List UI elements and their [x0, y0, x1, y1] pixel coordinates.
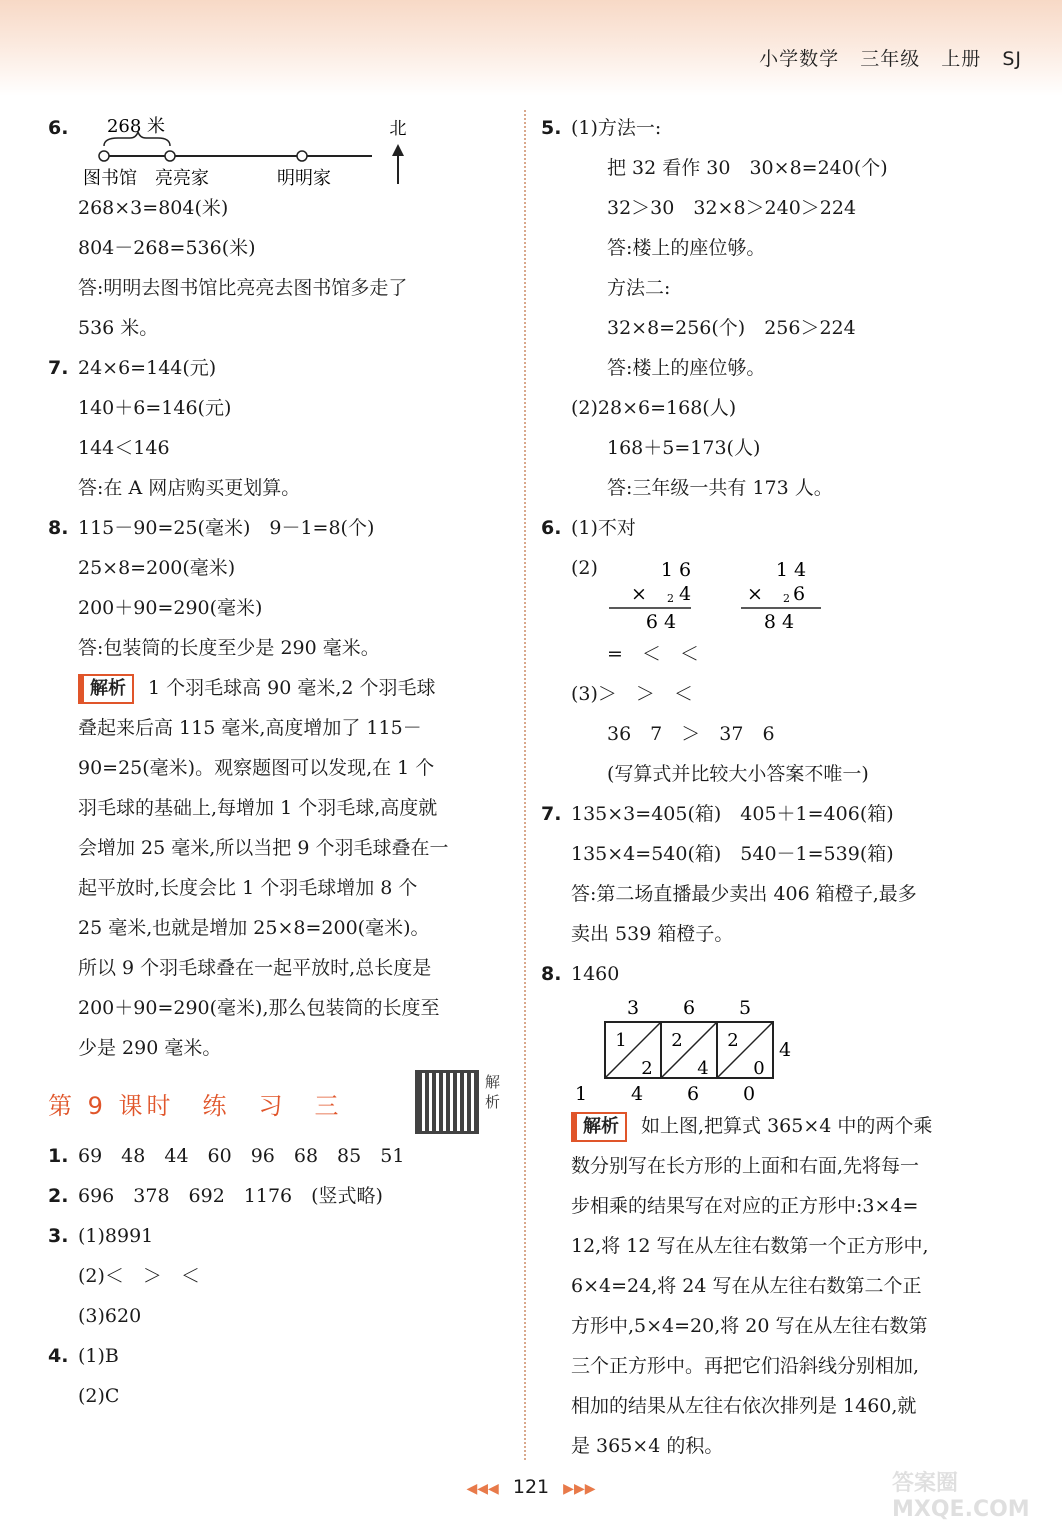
q6-line: 答:明明去图书馆比亮亮去图书馆多走了: [78, 277, 408, 299]
question-number: 1.: [48, 1145, 69, 1167]
calc2-result: 8 4: [763, 611, 795, 633]
q7-line: 7. 135×3=405(箱) 405＋1=406(箱): [541, 794, 1011, 834]
analysis-line: 解析 1 个羽毛球高 90 毫米,2 个羽毛球: [48, 668, 510, 708]
analysis-line: 是 365×4 的积。: [571, 1435, 724, 1457]
q6-part2-label: (2): [571, 557, 598, 579]
exercise-line: 4. (1)B: [48, 1336, 510, 1376]
exercise-line: (2)＜ ＞ ＜: [78, 1265, 200, 1287]
analysis-line: 6×4=24,将 24 写在从左往右数第二个正: [571, 1275, 922, 1297]
question-number: 7.: [48, 357, 69, 379]
vertical-calc-block: [541, 548, 1011, 634]
q6-line: 536 米。: [78, 317, 159, 339]
question-number: 4.: [48, 1345, 69, 1367]
question-number: 8.: [48, 517, 69, 539]
grid-cell-ones: 2: [641, 1058, 653, 1079]
grid-cell-tens: 1: [615, 1030, 627, 1051]
analysis-tag: 解析: [571, 1112, 627, 1142]
question-number: 2.: [48, 1185, 69, 1207]
grid-top-digit: 6: [682, 997, 696, 1019]
liangliang-label: 亮亮家: [155, 168, 209, 188]
north-arrowhead-icon: [392, 144, 404, 156]
q8-line: 8. 1460: [541, 954, 1011, 994]
analysis-tag: 解析: [78, 674, 134, 704]
page-number: 121: [512, 1476, 550, 1498]
grid-bottom-digit: 4: [630, 1083, 644, 1105]
header-volume: 上册: [941, 48, 982, 70]
analysis-line: 12,将 12 写在从左往右数第一个正方形中,: [571, 1235, 929, 1257]
q8-line: 答:包装筒的长度至少是 290 毫米。: [78, 637, 380, 659]
q7-line: 144＜146: [78, 437, 170, 459]
analysis-line: 三个正方形中。再把它们沿斜线分别相加,: [571, 1355, 920, 1377]
q6-line: (写算式并比较大小答案不唯一): [607, 763, 869, 785]
q8-line: 8. 115－90=25(毫米) 9－1=8(个): [48, 508, 510, 548]
question-number: 8.: [541, 963, 562, 985]
calc1-multiply-sign: ×: [631, 583, 647, 605]
right-column: [541, 108, 1011, 1466]
liangliang-home-point: [165, 151, 175, 161]
calc1-bottom: 4: [679, 583, 692, 605]
analysis-line: 90=25(毫米)。观察题图可以发现,在 1 个: [78, 757, 435, 779]
lesson-title: 第 9 课时 练 习 三: [48, 1092, 343, 1120]
q6-line: 268×3=804(米): [78, 197, 229, 219]
q6-line: 36 7 ＞ 37 6: [607, 723, 775, 745]
analysis-line: 数分别写在长方形的上面和右面,先将每一: [571, 1155, 920, 1177]
header-subject: 小学数学: [759, 48, 840, 70]
exercise-line: 3. (1)8991: [48, 1216, 510, 1256]
analysis-line: 相加的结果从左往右依次排列是 1460,就: [571, 1395, 917, 1417]
q7-line: 答:在 A 网店购买更划算。: [78, 477, 301, 499]
q6-line: 6. (1)不对: [541, 508, 1011, 548]
q5-line: 168＋5=173(人): [607, 437, 761, 459]
grid-cell-tens: 2: [671, 1030, 683, 1051]
q6-diagram-block: [48, 108, 510, 188]
question-number: 6.: [541, 517, 562, 539]
calc1-result: 6 4: [645, 611, 677, 633]
q5-line: 方法二:: [607, 277, 671, 299]
calc2-carry: 2: [783, 592, 790, 605]
left-arrows-icon: ◀◀◀: [466, 1481, 499, 1497]
q5-line: 把 32 看作 30 30×8=240(个): [607, 157, 888, 179]
q7-line: 答:第二场直播最少卖出 406 箱橙子,最多: [571, 883, 917, 905]
qr-code-icon[interactable]: [415, 1070, 479, 1134]
q8-line: 200＋90=290(毫米): [78, 597, 263, 619]
right-arrows-icon: ▶▶▶: [563, 1481, 596, 1497]
analysis-line: 羽毛球的基础上,每增加 1 个羽毛球,高度就: [78, 797, 438, 819]
qr-label: 解析: [485, 1073, 501, 1111]
q7-line: 卖出 539 箱橙子。: [571, 923, 734, 945]
lattice-multiplication-grid: [571, 994, 831, 1106]
calc2-bottom: 6: [793, 583, 806, 605]
grid-top-digit: 3: [626, 997, 640, 1019]
mingming-label: 明明家: [277, 168, 331, 188]
analysis-line: 叠起来后高 115 毫米,高度增加了 115－: [78, 717, 422, 739]
analysis-line: 解析 如上图,把算式 365×4 中的两个乘: [541, 1106, 1011, 1146]
exercise-line: 1. 69 48 44 60 96 68 85 51: [48, 1136, 510, 1176]
analysis-line: 起平放时,长度会比 1 个羽毛球增加 8 个: [78, 877, 418, 899]
question-number: 3.: [48, 1225, 69, 1247]
analysis-line: 方形中,5×4=20,将 20 写在从左往右数第: [571, 1315, 928, 1337]
calc1-top: 1 6: [660, 559, 692, 581]
question-number: 6.: [48, 117, 69, 139]
grid-cell-tens: 2: [727, 1030, 739, 1051]
grid-cell-ones: 4: [697, 1058, 709, 1079]
q7-line: 135×4=540(箱) 540－1=539(箱): [571, 843, 894, 865]
q5-line: 5. (1)方法一:: [541, 108, 1011, 148]
analysis-line: 少是 290 毫米。: [78, 1037, 222, 1059]
watermark: 答案圈 MXQE.COM: [892, 1471, 1030, 1522]
left-column: [48, 108, 510, 1416]
grid-bottom-digit: 0: [742, 1083, 756, 1105]
lesson-heading: [48, 1073, 510, 1136]
header-edition: SJ: [1002, 48, 1022, 70]
lattice-block: [541, 994, 1011, 1106]
calc2-multiply-sign: ×: [747, 583, 763, 605]
library-label: 图书馆: [83, 168, 137, 188]
column-divider: [524, 110, 526, 1460]
q6-line: 804－268=536(米): [78, 237, 256, 259]
q6-line: = ＜ ＜: [607, 643, 699, 665]
exercise-line: 2. 696 378 692 1176 (竖式略): [48, 1176, 510, 1216]
grid-right-digit: 4: [778, 1039, 792, 1061]
analysis-line: 所以 9 个羽毛球叠在一起平放时,总长度是: [78, 957, 432, 979]
q8-line: 25×8=200(毫米): [78, 557, 236, 579]
q5-line: 32×8=256(个) 256＞224: [607, 317, 856, 339]
page-header: [745, 44, 1022, 71]
grid-bottom-digit: 1: [574, 1083, 588, 1105]
q5-line: 答:楼上的座位够。: [607, 357, 766, 379]
calc1-carry: 2: [667, 592, 674, 605]
mingming-home-point: [297, 151, 307, 161]
q7-line: 7. 24×6=144(元): [48, 348, 510, 388]
q7-line: 140＋6=146(元): [78, 397, 232, 419]
exercise-line: (3)620: [78, 1305, 142, 1327]
distance-label: 268 米: [106, 116, 166, 137]
question-number: 7.: [541, 803, 562, 825]
q6-line: (3)＞ ＞ ＜: [571, 683, 693, 705]
header-grade: 三年级: [860, 48, 921, 70]
q5-line: (2)28×6=168(人): [571, 397, 737, 419]
analysis-line: 步相乘的结果写在对应的正方形中:3×4=: [571, 1195, 919, 1217]
analysis-line: 会增加 25 毫米,所以当把 9 个羽毛球叠在一: [78, 837, 449, 859]
calc2-top: 1 4: [775, 559, 807, 581]
library-point: [99, 151, 109, 161]
grid-bottom-digit: 6: [686, 1083, 700, 1105]
q5-line: 答:楼上的座位够。: [607, 237, 766, 259]
q5-line: 答:三年级一共有 173 人。: [607, 477, 833, 499]
route-diagram: [78, 108, 458, 188]
vertical-calculations: [601, 548, 901, 634]
q5-line: 32＞30 32×8＞240＞224: [607, 197, 857, 219]
exercise-line: (2)C: [78, 1385, 120, 1407]
question-number: 5.: [541, 117, 562, 139]
analysis-line: 25 毫米,也就是增加 25×8=200(毫米)。: [78, 917, 430, 939]
analysis-line: 200＋90=290(毫米),那么包装筒的长度至: [78, 997, 440, 1019]
north-label: 北: [389, 119, 407, 139]
grid-cell-ones: 0: [753, 1058, 765, 1079]
grid-top-digit: 5: [738, 997, 752, 1019]
